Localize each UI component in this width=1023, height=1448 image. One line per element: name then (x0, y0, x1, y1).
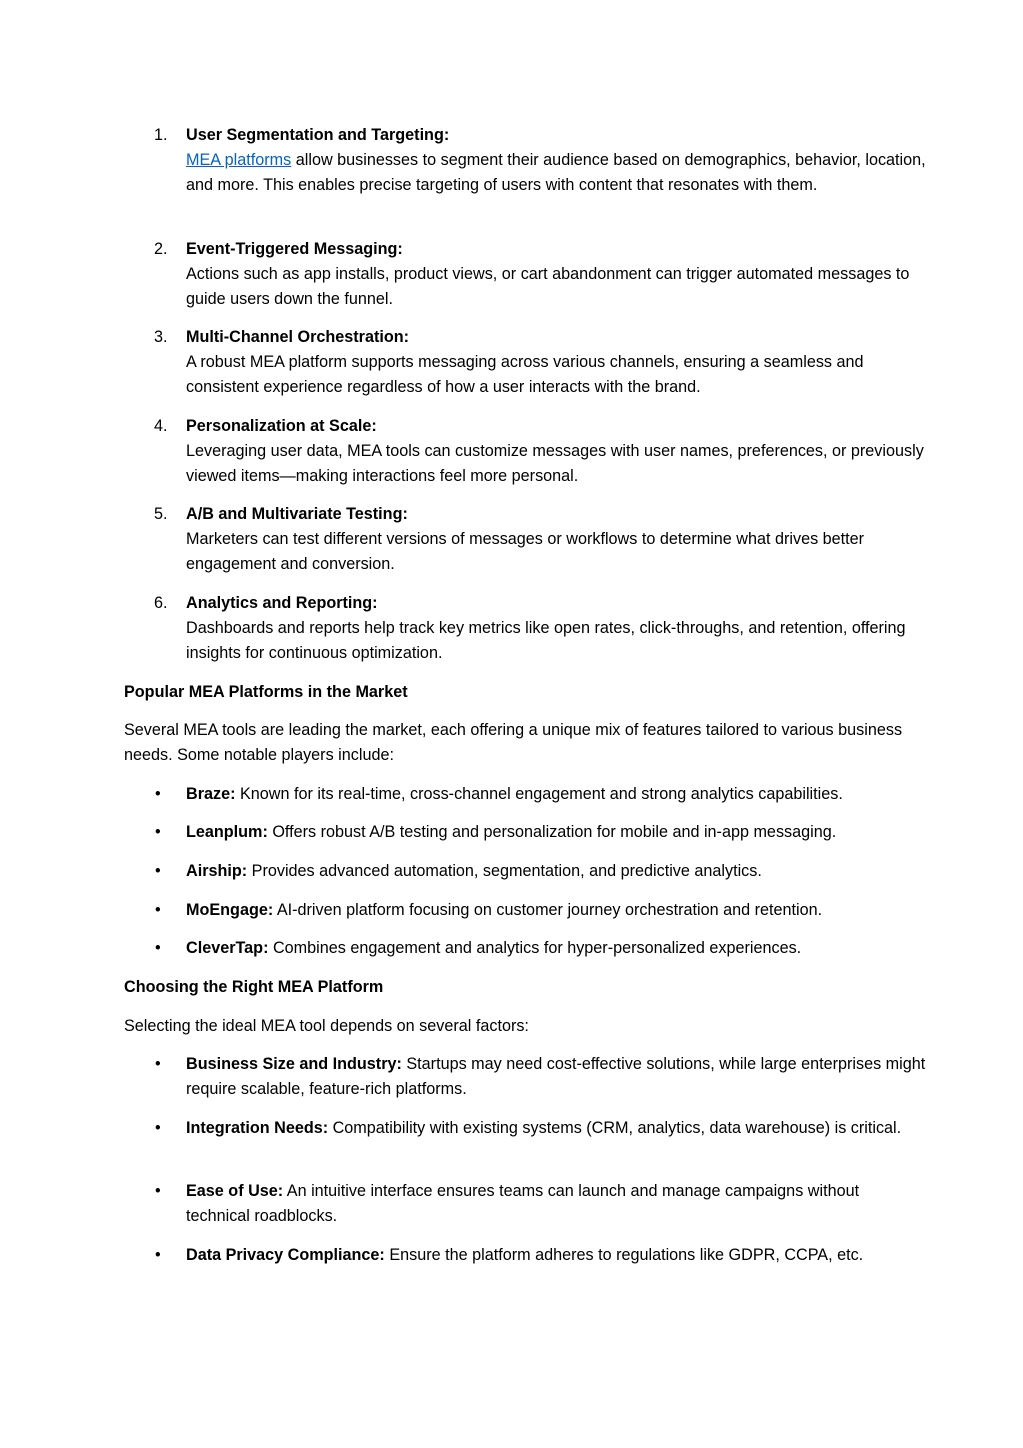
platform-description: Provides advanced automation, segmentation, and predictive analytics. (247, 862, 762, 880)
factor-description: Compatibility with existing systems (CRM, analytics, data warehouse) is critical. (328, 1119, 902, 1137)
platform-name: Braze: (186, 785, 236, 803)
feature-body: Marketers can test different versions of messages or workflows to determine what drives better engagement and conversion. (186, 530, 865, 574)
platform-item-clevertap (155, 936, 926, 961)
list-number: 6. (154, 594, 168, 612)
factor-name: Data Privacy Compliance: (186, 1246, 385, 1264)
platform-description: AI-driven platform focusing on customer journey orchestration and retention. (273, 901, 823, 919)
factor-name: Business Size and Industry: (186, 1055, 402, 1073)
factor-item-ease-of-use (155, 1179, 926, 1229)
feature-title: Event-Triggered Messaging: (186, 240, 403, 258)
feature-body (186, 148, 926, 198)
list-number: 5. (154, 505, 168, 523)
factor-description: An intuitive interface ensures teams can launch and manage campaigns without technical roadblocks. (186, 1182, 860, 1226)
platform-item-moengage (155, 898, 926, 923)
platform-name: Airship: (186, 862, 248, 880)
factor-item-business-size (155, 1052, 926, 1102)
feature-title: Personalization at Scale: (186, 417, 377, 435)
list-number: 2. (154, 240, 168, 258)
feature-body-text: allow businesses to segment their audience based on demographics, behavior, location, and more. This enables precise targeting of users with content that resonates with them. (186, 151, 926, 195)
factor-item-data-privacy (155, 1243, 926, 1268)
bullet: • (155, 862, 161, 880)
feature-item-5 (154, 502, 926, 578)
bullet: • (155, 785, 161, 803)
platform-item-airship (155, 859, 926, 884)
feature-item-3 (154, 325, 926, 401)
platform-name: MoEngage: (186, 901, 274, 919)
bullet: • (155, 1182, 161, 1200)
bullet: • (155, 939, 161, 957)
platform-description: Known for its real-time, cross-channel engagement and strong analytics capabilities. (235, 785, 843, 803)
platform-description: Offers robust A/B testing and personalization for mobile and in-app messaging. (267, 823, 837, 841)
feature-item-1 (154, 123, 926, 199)
platform-name: CleverTap: (186, 939, 269, 957)
factor-description: Ensure the platform adheres to regulations like GDPR, CCPA, etc. (384, 1246, 864, 1264)
choosing-platform-heading: Choosing the Right MEA Platform (124, 978, 384, 996)
feature-title: Multi-Channel Orchestration: (186, 328, 410, 346)
feature-item-2 (154, 237, 926, 313)
platform-description: Combines engagement and analytics for hyper-personalized experiences. (268, 939, 802, 957)
feature-item-6 (154, 591, 926, 667)
feature-body: Actions such as app installs, product views, or cart abandonment can trigger automated messages to guide users down the funnel. (186, 265, 910, 309)
feature-body: A robust MEA platform supports messaging across various channels, ensuring a seamless and consistent experience regardless of how a user interacts with the brand. (186, 353, 864, 397)
popular-platforms-heading: Popular MEA Platforms in the Market (124, 683, 408, 701)
bullet: • (155, 823, 161, 841)
feature-body: Dashboards and reports help track key metrics like open rates, click-throughs, and retention, offering insights for continuous optimization. (186, 619, 906, 663)
platform-item-leanplum (155, 820, 926, 845)
feature-body: Leveraging user data, MEA tools can customize messages with user names, preferences, or previously viewed items—making interactions feel more personal. (186, 442, 924, 486)
choosing-platform-intro: Selecting the ideal MEA tool depends on several factors: (124, 1017, 529, 1035)
factor-name: Ease of Use: (186, 1182, 284, 1200)
factor-item-integration (155, 1116, 926, 1141)
factor-description: Startups may need cost-effective solutions, while large enterprises might require scalable, feature-rich platforms. (186, 1055, 926, 1099)
popular-platforms-intro: Several MEA tools are leading the market, each offering a unique mix of features tailored to various business needs. Some notable players include: (124, 721, 903, 765)
bullet: • (155, 1246, 161, 1264)
list-number: 3. (154, 328, 168, 346)
feature-title: A/B and Multivariate Testing: (186, 505, 408, 523)
feature-item-4 (154, 414, 926, 490)
bullet: • (155, 1119, 161, 1137)
factor-name: Integration Needs: (186, 1119, 329, 1137)
bullet: • (155, 901, 161, 919)
platform-item-braze (155, 782, 926, 807)
feature-title: User Segmentation and Targeting: (186, 126, 450, 144)
list-number: 1. (154, 126, 168, 144)
platform-name: Leanplum: (186, 823, 268, 841)
bullet: • (155, 1055, 161, 1073)
feature-title: Analytics and Reporting: (186, 594, 378, 612)
mea-platforms-link[interactable]: MEA platforms (186, 151, 292, 170)
list-number: 4. (154, 417, 168, 435)
